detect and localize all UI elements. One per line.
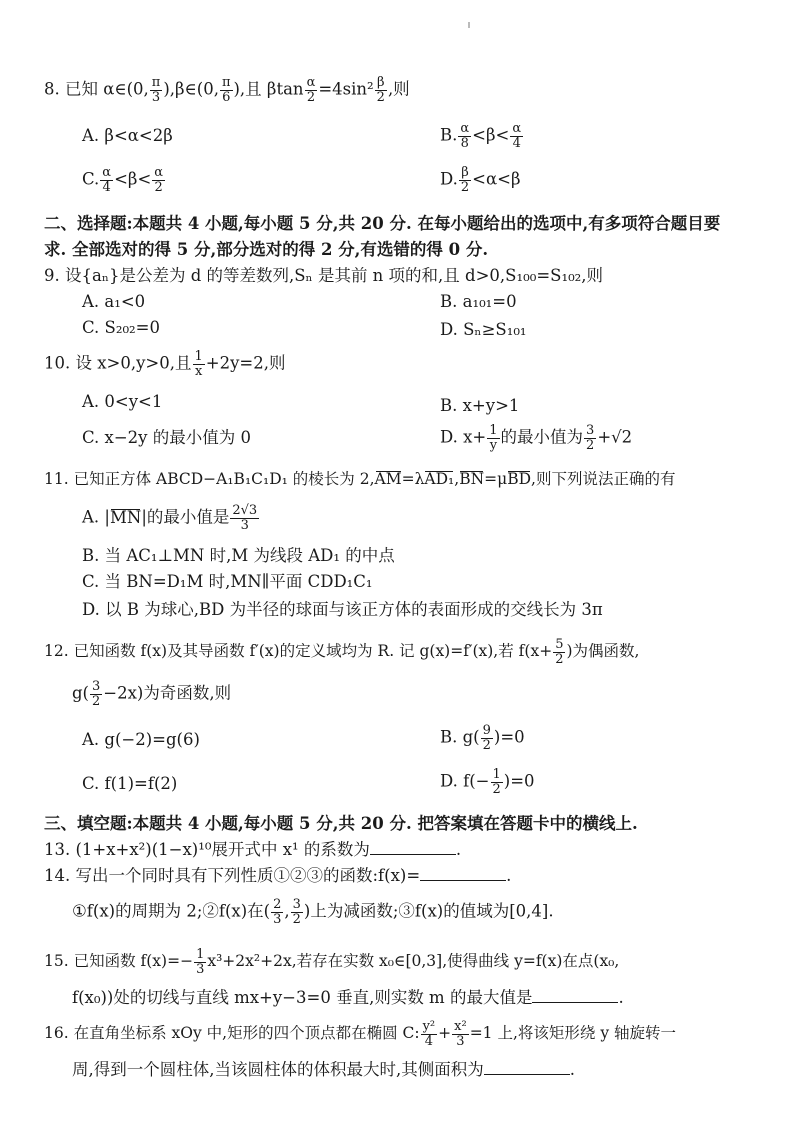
question-10-option-a: A. 0<y<1 — [82, 392, 163, 411]
question-10-option-b: B. x+y>1 — [440, 396, 520, 415]
question-15-stem: 15. 已知函数 f(x)=− $\frac{1}{3}$ x³+2x²+2x,若存在实数 x₀∈[0,3],使得曲线 y=f(x)在点(x₀, — [44, 947, 620, 977]
question-10-option-d: D. x+ $\frac{1}{y}$ 的最小值为 $\frac{3}{2}$ +√2 — [440, 423, 633, 453]
question-8-option-d: D. $\frac{\beta}{2}$ <α<β — [440, 165, 521, 195]
question-11-option-a: A. |MN|的最小值是 $\frac{2√3}{3}$ — [82, 503, 258, 533]
question-11-option-b: B. 当 AC₁⊥MN 时,M 为线段 AD₁ 的中点 — [82, 546, 395, 565]
question-15-stem-line-2: f(x₀))处的切线与直线 mx+y−3=0 垂直,则实数 m 的最大值是 . — [72, 988, 624, 1007]
question-16-stem-line-2: 周,得到一个圆柱体,当该圆柱体的体积最大时,其侧面积为 . — [72, 1060, 575, 1079]
section-2-heading: 二、选择题:本题共 4 小题,每小题 5 分,共 20 分. 在每小题给出的选项中,有多项符合题目要 — [44, 214, 721, 233]
question-12-stem: 12. 已知函数 f(x)及其导函数 f′(x)的定义域均为 R. 记 g(x)=f′(x),若 f(x+ $\frac{5}{2}$ )为偶函数, — [44, 637, 640, 667]
question-12-option-b: B. g( $\frac{9}{2}$ )=0 — [440, 723, 525, 753]
question-8-option-b: B. $\frac{\alpha}{8}$ <β< $\frac{\alpha}{4}$ — [440, 121, 522, 151]
question-13-stem: 13. (1+x+x²)(1−x)¹⁰展开式中 x¹ 的系数为 . — [44, 840, 462, 859]
question-9-option-c: C. S₂₀₂=0 — [82, 318, 160, 337]
answer-blank-13[interactable] — [370, 853, 456, 855]
question-9-stem: 9. 设{aₙ}是公差为 d 的等差数列,Sₙ 是其前 n 项的和,且 d>0,S₁₀₀=S₁₀₂,则 — [44, 266, 604, 285]
question-11-option-c: C. 当 BN=D₁M 时,MN∥平面 CDD₁C₁ — [82, 572, 373, 591]
section-2-instructions: 求. 全部选对的得 5 分,部分选对的得 2 分,有选错的得 0 分. — [44, 240, 489, 259]
question-11-stem: 11. 已知正方体 ABCD−A₁B₁C₁D₁ 的棱长为 2,AM=λAD₁,BN=μBD,则下列说法正确的有 — [44, 470, 676, 488]
question-12-option-c: C. f(1)=f(2) — [82, 774, 178, 793]
question-11-option-d: D. 以 B 为球心,BD 为半径的球面与该正方体的表面形成的交线长为 3π — [82, 600, 603, 619]
question-12-option-d: D. f(− $\frac{1}{2}$ )=0 — [440, 767, 535, 797]
section-3-heading: 三、填空题:本题共 4 小题,每小题 5 分,共 20 分. 把答案填在答题卡中的横线上. — [44, 814, 638, 833]
question-16-stem: 16. 在直角坐标系 xOy 中,矩形的四个顶点都在椭圆 C: $\frac{\text{y²}}{4}$ + $\frac{\text{x²}}{3}$ =1 上,将该矩形绕 y 轴旋转一 — [44, 1019, 677, 1049]
question-12-stem-line-2: g( $\frac{3}{2}$ −2x)为奇函数,则 — [72, 679, 232, 709]
question-8-option-a: A. β<α<2β — [82, 126, 173, 145]
question-8-stem: 8. 已知 α∈(0, $\frac{\pi}{3}$ ),β∈(0, $\frac{\pi}{6}$ ),且 βtan $\frac{\alpha}{2}$ =4sin² $\frac{\beta}{2}$ ,则 — [44, 75, 410, 105]
question-10-option-c: C. x−2y 的最小值为 0 — [82, 428, 251, 447]
question-8-option-c: C. $\frac{\alpha}{4}$ <β< $\frac{\alpha}{2}$ — [82, 165, 164, 195]
question-12-option-a: A. g(−2)=g(6) — [82, 730, 200, 749]
question-9-option-b: B. a₁₀₁=0 — [440, 292, 517, 311]
answer-blank-16[interactable] — [484, 1073, 570, 1075]
answer-blank-15[interactable] — [532, 1001, 618, 1003]
question-10-stem: 10. 设 x>0,y>0,且 $\frac{1}{x}$ +2y=2,则 — [44, 349, 286, 379]
question-14-conditions: ①f(x)的周期为 2;②f(x)在( $\frac{2}{3}$ , $\frac{3}{2}$ )上为减函数;③f(x)的值域为[0,4]. — [72, 897, 554, 927]
question-9-option-d: D. Sₙ≥S₁₀₁ — [440, 320, 527, 339]
question-9-option-a: A. a₁<0 — [82, 292, 146, 311]
question-14-stem: 14. 写出一个同时具有下列性质①②③的函数:f(x)= . — [44, 866, 512, 885]
answer-blank-14[interactable] — [420, 879, 506, 881]
scan-mark — [468, 22, 470, 28]
